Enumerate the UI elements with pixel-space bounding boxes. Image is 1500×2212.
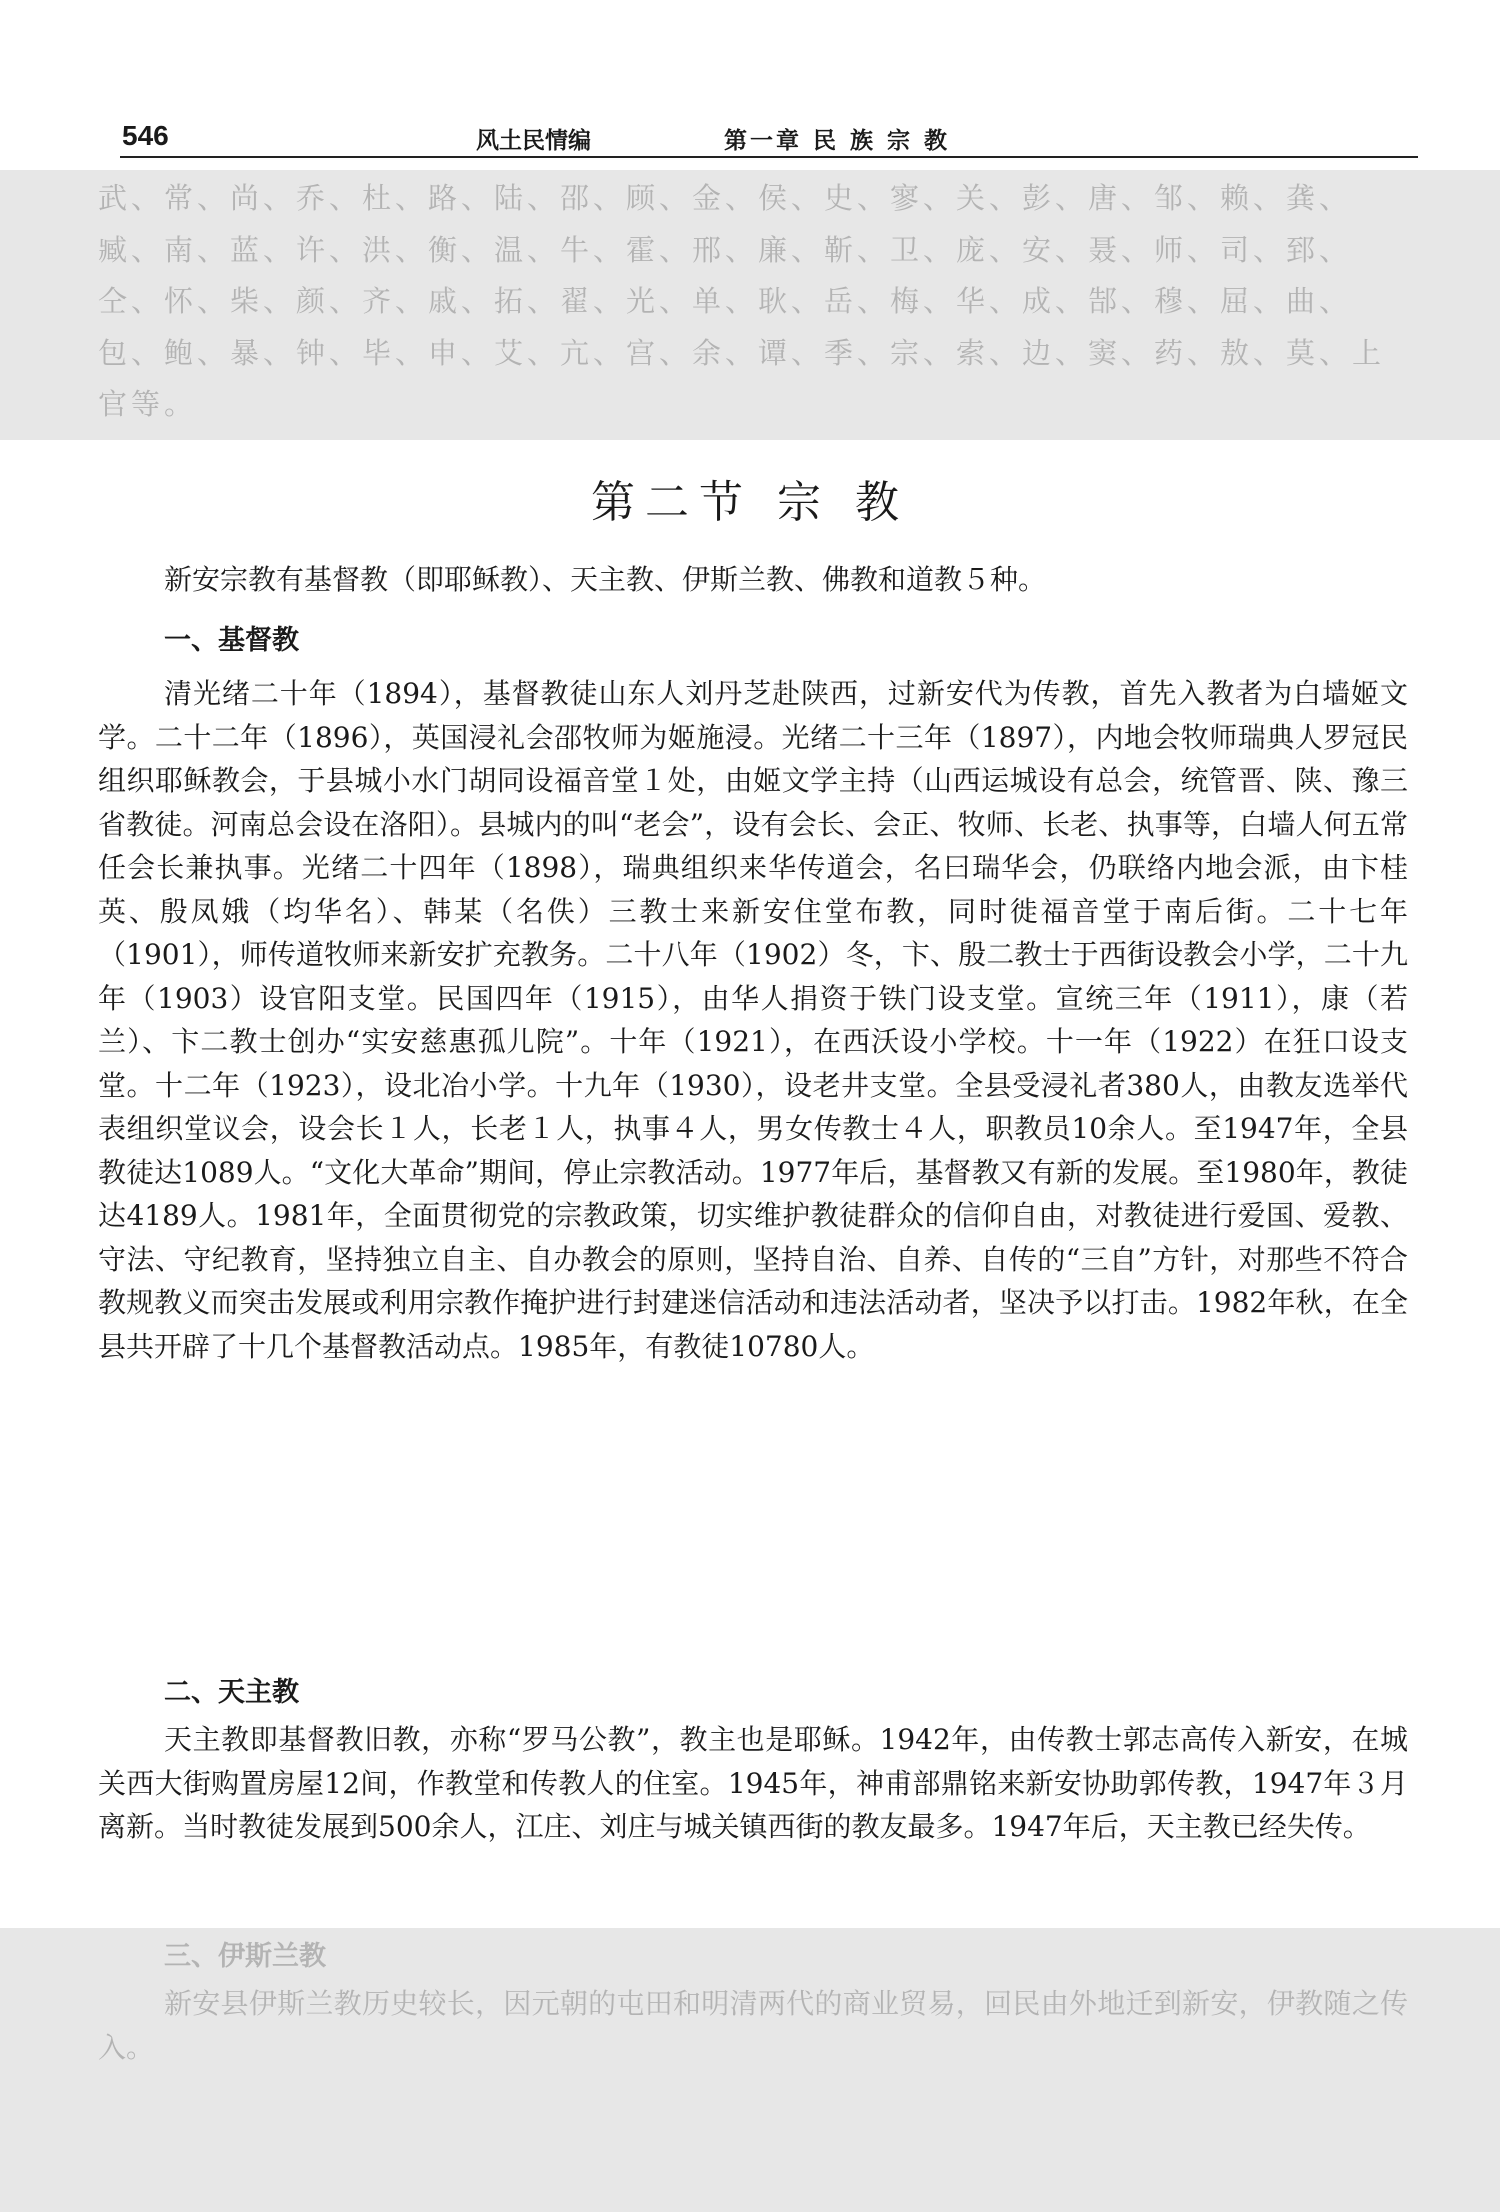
section-title: 第二节 宗 教 [591,477,909,528]
page-number: 546 [122,120,169,151]
section-intro: 新安宗教有基督教（即耶稣教）、天主教、伊斯兰教、佛教和道教５种。 [164,563,1047,596]
running-header [88,118,1418,158]
header-rule [120,156,1418,158]
subsection-heading-catholicism: 二、天主教 [164,1677,299,1708]
subsection-text-catholicism: 天主教即基督教旧教，亦称“罗马公教”，教主也是耶稣。1942年，由传教士郭志高传入新安，在城关西大街购置房屋12间，作教堂和传教人的住室。1945年，神甫部鼎铭来新安协助郭传教，1947年３月离新。当时教徒发展到500余人，江庄、刘庄与城关镇西街的教友最多。1947年后，天主教已经失传。 [98,1723,1408,1843]
header-book-section: 风土民情编 [476,128,591,154]
surname-list-continuation: 武、常、尚、乔、杜、路、陆、邵、顾、金、侯、史、寥、关、彭、唐、邹、赖、龚、臧、南、蓝、许、洪、衡、温、牛、霍、邢、廉、靳、卫、庞、安、聂、师、司、郅、仝、怀、柴、颜、齐、戚、拓、翟、光、单、耿、岳、梅、华、成、郜、穆、屈、曲、包、鲍、暴、钟、毕、申、艾、亢、宫、余、谭、季、宗、索、边、窦、药、敖、莫、上官等。 [98,181,1386,421]
subsection-heading-christianity: 一、基督教 [164,625,299,656]
header-chapter: 第一章 民 族 宗 教 [724,128,951,154]
subsection-heading-islam: 三、伊斯兰教 [164,1941,326,1972]
subsection-text-islam: 新安县伊斯兰教历史较长，因元朝的屯田和明清两代的商业贸易，回民由外地迁到新安，伊教随之传入。 [98,1987,1408,2064]
subsection-text-christianity: 清光绪二十年（1894），基督教徒山东人刘丹芝赴陕西，过新安代为传教，首先入教者为白墙姬文学。二十二年（1896），英国浸礼会邵牧师为姬施浸。光绪二十三年（1897），内地会牧师瑞典人罗冠民组织耶稣教会，于县城小水门胡同设福音堂１处，由姬文学主持（山西运城设有总会，统管晋、陕、豫三省教徒。河南总会设在洛阳）。县城内的叫“老会”，设有会长、会正、牧师、长老、执事等，白墙人何五常任会长兼执事。光绪二十四年（1898），瑞典组织来华传道会，名曰瑞华会，仍联络内地会派，由卞桂英、殷凤娥（均华名）、韩某（名佚）三教士来新安住堂布教，同时徙福音堂于南后街。二十七年（1901），师传道牧师来新安扩充教务。二十八年（1902）冬，卞、殷二教士于西街设教会小学，二十九年（1903）设官阳支堂。民国四年（1915），由华人捐资于铁门设支堂。宣统三年（1911），康（若兰）、卞二教士创办“实安慈惠孤儿院”。十年（1921），在西沃设小学校。十一年（1922）在狂口设支堂。十二年（1923），设北冶小学。十九年（1930），设老井支堂。全县受浸礼者380人，由教友选举代表组织堂议会，设会长１人，长老１人，执事４人，男女传教士４人，职教员10余人。至1947年，全县教徒达1089人。“文化大革命”期间，停止宗教活动。1977年后，基督教又有新的发展。至1980年，教徒达4189人。1981年，全面贯彻党的宗教政策，切实维护教徒群众的信仰自由，对教徒进行爱国、爱教、守法、守纪教育，坚持独立自主、自办教会的原则，坚持自治、自养、自传的“三自”方针，对那些不符合教规教义而突击发展或利用宗教作掩护进行封建迷信活动和违法活动者，坚决予以打击。1982年秋，在全县共开辟了十几个基督教活动点。1985年，有教徒10780人。 [98,677,1408,1363]
